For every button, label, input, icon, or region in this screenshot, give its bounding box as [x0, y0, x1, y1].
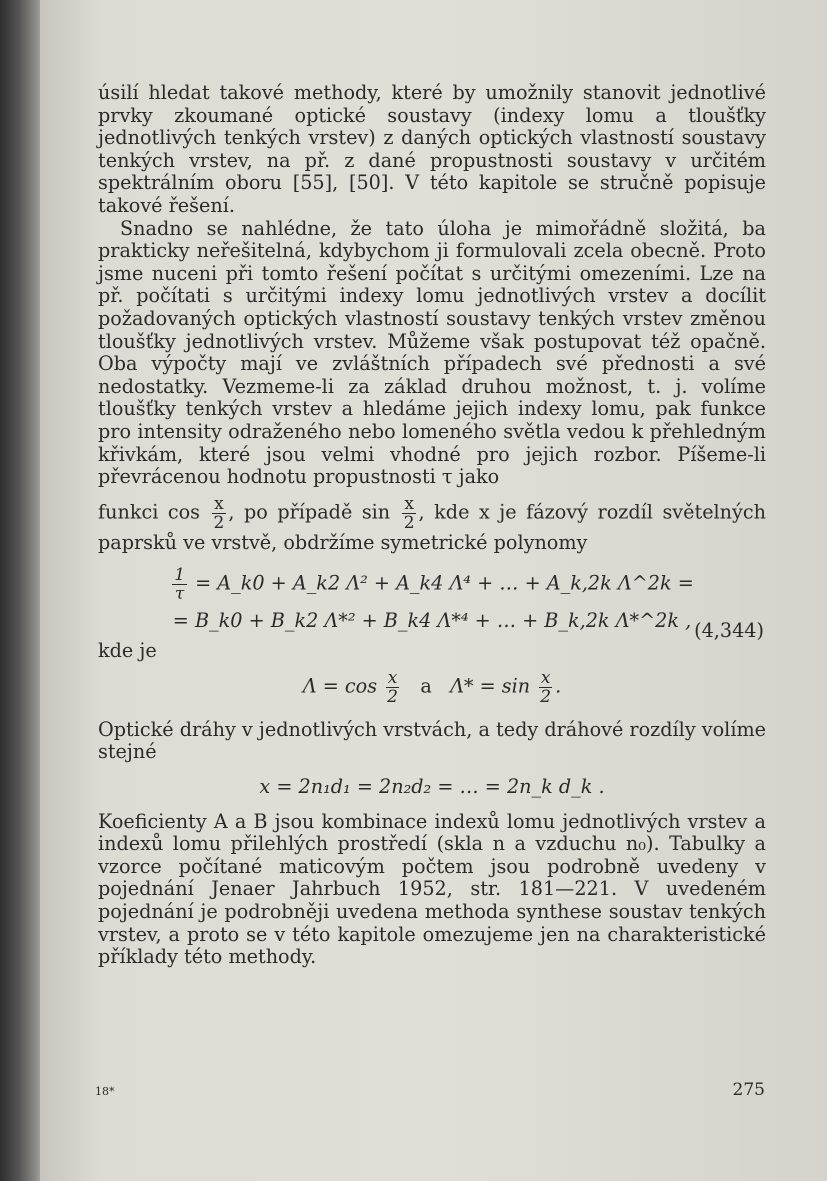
- page-number: 275: [732, 1080, 765, 1100]
- text-kde-x-je: , kde x je fázový rozdíl světelných paprsků ve vrstvě, obdržíme symetrické polynomy: [98, 500, 766, 554]
- equation-number: (4,344): [694, 619, 764, 643]
- page-text: [98, 82, 766, 969]
- equation-2-body: = B_k0 + B_k2 Λ*² + B_k4 Λ*⁴ + … + B_k,2k Λ*^2k ,: [172, 609, 692, 633]
- equation-4: x = 2n₁d₁ = 2n₂d₂ = … = 2n_k d_k .: [259, 775, 605, 799]
- text-po-pripade-sin: , po případě sin: [228, 500, 391, 524]
- paragraph-3: Optické dráhy v jednotlivých vrstvách, a tedy dráhové rozdíly volíme stejné: [98, 717, 766, 764]
- equation-3: Λ = cos $\frac{x}{2}$ a Λ* = sin $\frac{x}{2}$ .: [302, 667, 562, 707]
- paragraph-2: Snadno se nahlédne, že tato úloha je mimořádně složitá, ba prakticky neřešitelná, kdybychom ji formulovali zcela obecně. Proto jsme nuceni při tomto řešení počítat s určitými omezeními. Lze na př. počítati s určitými indexy lomu jednotlivých vrstev a docílit požadovaných optických vlastností soustavy tenkých vrstev změnou tloušťky jednotlivých vrstev. Můžeme však postupovat též opačně. Oba výpočty mají ve zvláštních případech své přednosti a své nedostatky. Vezmeme-li za základ druhou možnost, t. j. volíme tloušťky tenkých vrstev a hledáme jejich indexy lomu, pak funkce pro intensity odraženého nebo lomeného světla vedou k přehledným křivkám, které jsou velmi vhodné pro jejich rozbor. Píšeme-li převrácenou hodnotu propustnosti τ jako: [98, 216, 766, 489]
- signature-mark: 18*: [95, 1085, 115, 1098]
- equation-1: [98, 566, 766, 610]
- paragraph-4: Koeficienty A a B jsou kombinace indexů lomu jednotlivých vrstev a indexů lomu přilehlých prostředí (skla n a vzduchu n₀). Tabulky a vzorce počítané maticovým počtem jsou podrobně uvedeny v pojednání Jenaer Jahrbuch 1952, str. 181—221. V uvedeném pojednání je podrobněji uvedena methoda synthese soustav tenkých vrstev, a proto se v této kapitole omezujeme jen na charakteristické příklady této methody.: [98, 809, 766, 969]
- fraction-1-over-tau: $\frac{1}{\tau}$: [174, 565, 186, 605]
- fraction-x-over-2-c: $\frac{x}{2}$: [387, 667, 398, 707]
- fraction-x-over-2: $\frac{x}{2}$: [213, 493, 225, 533]
- paragraph-1: úsilí hledat takové methody, které by umožnily stanovit jednotlivé prvky zkoumané optické soustavy (indexy lomu a tloušťky jednotlivých tenkých vrstev) z daných optických vlastností soustavy tenkých vrstev, na př. z dané propustnosti soustavy v určitém spektrálním oboru [55], [50]. V této kapitole se stručně popisuje takové řešení.: [98, 81, 766, 217]
- fraction-x-over-2-b: $\frac{x}{2}$: [403, 493, 415, 533]
- paragraph-2-tail: [98, 495, 766, 555]
- text-funkci-cos: funkci cos: [98, 500, 200, 524]
- equation-1-rhs: = A_k0 + A_k2 Λ² + A_k4 Λ⁴ + … + A_k,2k Λ^2k =: [195, 571, 694, 595]
- text-kde-je: kde je: [98, 639, 157, 663]
- equation-2: [98, 609, 766, 643]
- fraction-x-over-2-d: $\frac{x}{2}$: [540, 667, 552, 707]
